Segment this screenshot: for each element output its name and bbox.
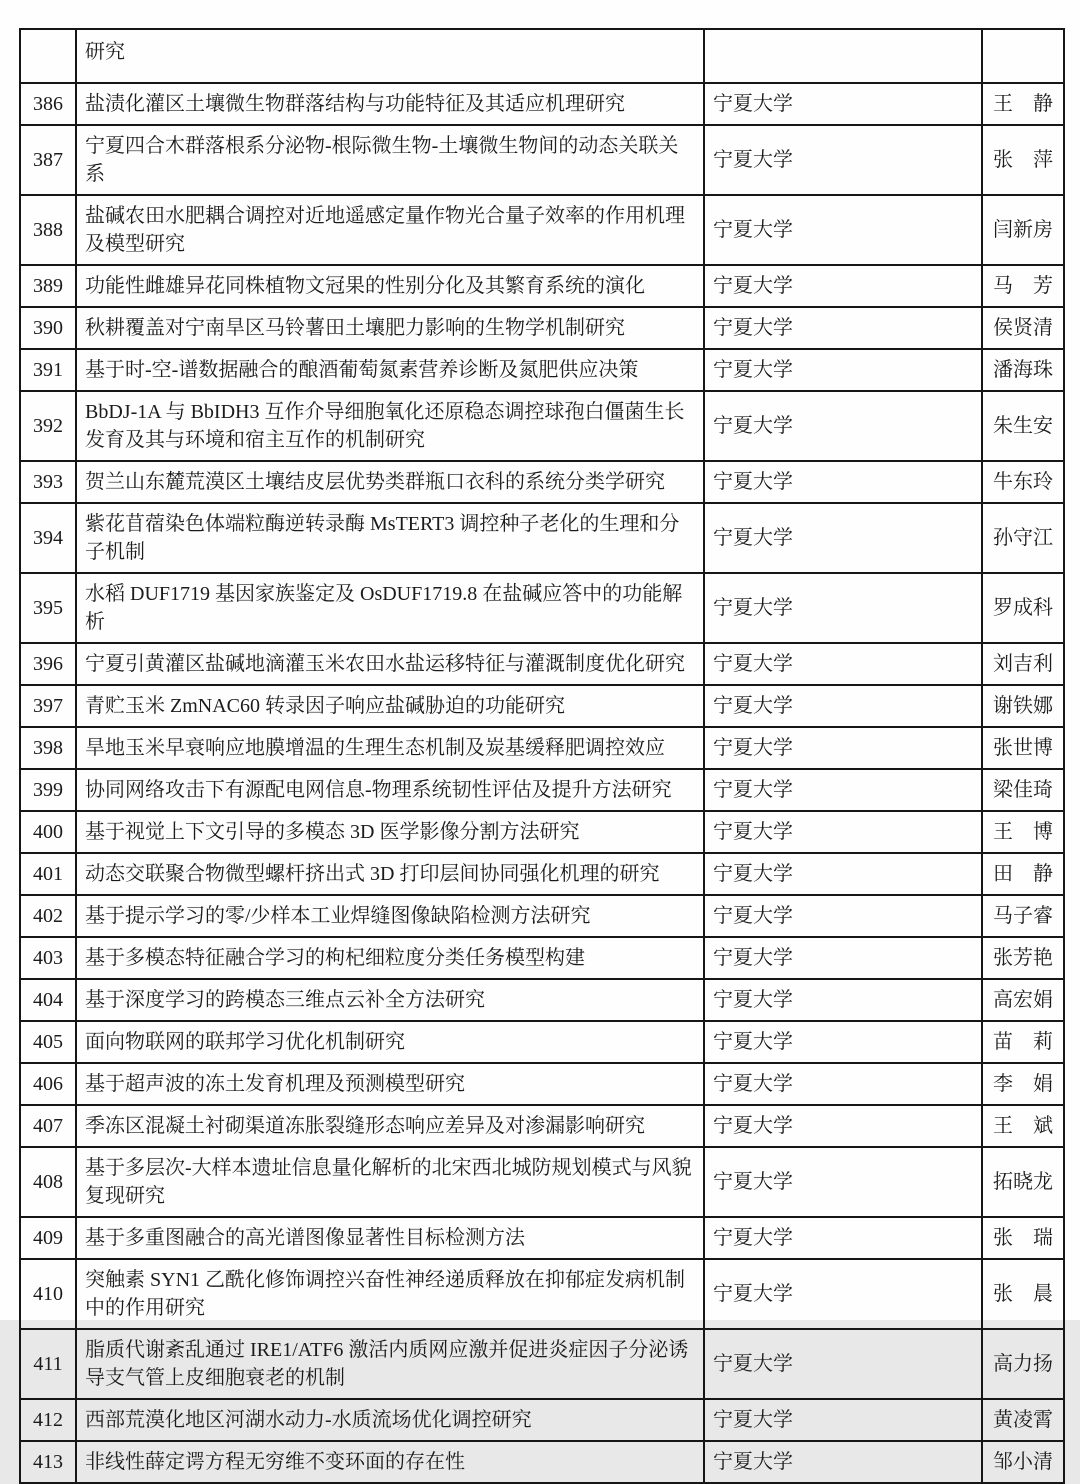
table-row (20, 83, 1064, 125)
institution-cell: 宁夏大学 (704, 937, 982, 979)
table-row (20, 461, 1064, 503)
leader-name-cell: 王 静 (982, 83, 1064, 125)
leader-name-cell: 高宏娟 (982, 979, 1064, 1021)
project-title-cell: 非线性薛定谔方程无穷维不变环面的存在性 (76, 1441, 704, 1483)
table-row (20, 125, 1064, 195)
row-number-cell: 404 (20, 979, 76, 1021)
institution-cell: 宁夏大学 (704, 769, 982, 811)
row-number-cell: 388 (20, 195, 76, 265)
leader-name-cell: 谢铁娜 (982, 685, 1064, 727)
projects-table (19, 28, 1065, 1484)
institution-cell: 宁夏大学 (704, 1399, 982, 1441)
leader-name-cell: 张 晨 (982, 1259, 1064, 1329)
leader-name-cell: 闫新房 (982, 195, 1064, 265)
table-row (20, 1021, 1064, 1063)
institution-cell (704, 29, 982, 83)
leader-name-cell: 张世博 (982, 727, 1064, 769)
row-number-cell: 408 (20, 1147, 76, 1217)
leader-name-cell: 张芳艳 (982, 937, 1064, 979)
institution-cell: 宁夏大学 (704, 349, 982, 391)
table-row (20, 307, 1064, 349)
leader-name-cell: 田 静 (982, 853, 1064, 895)
row-number-cell: 409 (20, 1217, 76, 1259)
institution-cell: 宁夏大学 (704, 1021, 982, 1063)
leader-name-cell: 马 芳 (982, 265, 1064, 307)
leader-name-cell (982, 29, 1064, 83)
leader-name-cell: 梁佳琦 (982, 769, 1064, 811)
institution-cell: 宁夏大学 (704, 265, 982, 307)
project-title-cell: BbDJ-1A 与 BbIDH3 互作介导细胞氧化还原稳态调控球孢白僵菌生长发育及其与环境和宿主互作的机制研究 (76, 391, 704, 461)
project-title-cell: 贺兰山东麓荒漠区土壤结皮层优势类群瓶口衣科的系统分类学研究 (76, 461, 704, 503)
table-row (20, 1217, 1064, 1259)
row-number-cell: 401 (20, 853, 76, 895)
row-number-cell: 398 (20, 727, 76, 769)
row-number-cell: 397 (20, 685, 76, 727)
leader-name-cell: 刘吉利 (982, 643, 1064, 685)
project-title-cell: 青贮玉米 ZmNAC60 转录因子响应盐碱胁迫的功能研究 (76, 685, 704, 727)
institution-cell: 宁夏大学 (704, 895, 982, 937)
table-row (20, 643, 1064, 685)
table-row (20, 853, 1064, 895)
leader-name-cell: 李 娟 (982, 1063, 1064, 1105)
institution-cell: 宁夏大学 (704, 643, 982, 685)
project-title-cell: 基于视觉上下文引导的多模态 3D 医学影像分割方法研究 (76, 811, 704, 853)
table-row (20, 1329, 1064, 1399)
row-number-cell: 395 (20, 573, 76, 643)
project-title-cell: 基于多模态特征融合学习的枸杞细粒度分类任务模型构建 (76, 937, 704, 979)
leader-name-cell: 黄凌霄 (982, 1399, 1064, 1441)
table-row (20, 391, 1064, 461)
institution-cell: 宁夏大学 (704, 853, 982, 895)
project-title-cell: 季冻区混凝土衬砌渠道冻胀裂缝形态响应差异及对渗漏影响研究 (76, 1105, 704, 1147)
institution-cell: 宁夏大学 (704, 685, 982, 727)
leader-name-cell: 王 博 (982, 811, 1064, 853)
institution-cell: 宁夏大学 (704, 727, 982, 769)
leader-name-cell: 苗 莉 (982, 1021, 1064, 1063)
table-row (20, 685, 1064, 727)
institution-cell: 宁夏大学 (704, 811, 982, 853)
row-number-cell: 390 (20, 307, 76, 349)
table-row (20, 937, 1064, 979)
leader-name-cell: 潘海珠 (982, 349, 1064, 391)
table-row (20, 349, 1064, 391)
project-title-cell: 盐碱农田水肥耦合调控对近地遥感定量作物光合量子效率的作用机理及模型研究 (76, 195, 704, 265)
project-title-cell: 秋耕覆盖对宁南旱区马铃薯田土壤肥力影响的生物学机制研究 (76, 307, 704, 349)
row-number-cell: 403 (20, 937, 76, 979)
leader-name-cell: 朱生安 (982, 391, 1064, 461)
row-number-cell: 391 (20, 349, 76, 391)
institution-cell: 宁夏大学 (704, 503, 982, 573)
table-row (20, 265, 1064, 307)
row-number-cell: 410 (20, 1259, 76, 1329)
project-title-cell: 宁夏引黄灌区盐碱地滴灌玉米农田水盐运移特征与灌溉制度优化研究 (76, 643, 704, 685)
row-number-cell: 396 (20, 643, 76, 685)
project-title-cell: 研究 (76, 29, 704, 83)
leader-name-cell: 拓晓龙 (982, 1147, 1064, 1217)
table-row (20, 503, 1064, 573)
table-row (20, 979, 1064, 1021)
leader-name-cell: 张 瑞 (982, 1217, 1064, 1259)
row-number-cell: 389 (20, 265, 76, 307)
institution-cell: 宁夏大学 (704, 461, 982, 503)
institution-cell: 宁夏大学 (704, 83, 982, 125)
row-number-cell: 400 (20, 811, 76, 853)
row-number-cell: 394 (20, 503, 76, 573)
institution-cell: 宁夏大学 (704, 1063, 982, 1105)
project-title-cell: 基于超声波的冻土发育机理及预测模型研究 (76, 1063, 704, 1105)
project-title-cell: 紫花苜蓿染色体端粒酶逆转录酶 MsTERT3 调控种子老化的生理和分子机制 (76, 503, 704, 573)
project-title-cell: 协同网络攻击下有源配电网信息-物理系统韧性评估及提升方法研究 (76, 769, 704, 811)
leader-name-cell: 张 萍 (982, 125, 1064, 195)
table-row (20, 1399, 1064, 1441)
row-number-cell: 402 (20, 895, 76, 937)
project-title-cell: 面向物联网的联邦学习优化机制研究 (76, 1021, 704, 1063)
project-title-cell: 功能性雌雄异花同株植物文冠果的性别分化及其繁育系统的演化 (76, 265, 704, 307)
institution-cell: 宁夏大学 (704, 1329, 982, 1399)
table-row (20, 769, 1064, 811)
row-number-cell: 387 (20, 125, 76, 195)
project-title-cell: 西部荒漠化地区河湖水动力-水质流场优化调控研究 (76, 1399, 704, 1441)
leader-name-cell: 牛东玲 (982, 461, 1064, 503)
leader-name-cell: 高力扬 (982, 1329, 1064, 1399)
projects-table-body (20, 29, 1064, 1483)
table-row (20, 29, 1064, 83)
institution-cell: 宁夏大学 (704, 1441, 982, 1483)
row-number-cell: 407 (20, 1105, 76, 1147)
table-row (20, 1063, 1064, 1105)
institution-cell: 宁夏大学 (704, 979, 982, 1021)
institution-cell: 宁夏大学 (704, 391, 982, 461)
project-title-cell: 基于时-空-谱数据融合的酿酒葡萄氮素营养诊断及氮肥供应决策 (76, 349, 704, 391)
table-row (20, 1105, 1064, 1147)
table-row (20, 573, 1064, 643)
table-row (20, 1441, 1064, 1483)
leader-name-cell: 孙守江 (982, 503, 1064, 573)
row-number-cell (20, 29, 76, 83)
institution-cell: 宁夏大学 (704, 195, 982, 265)
project-title-cell: 基于多层次-大样本遗址信息量化解析的北宋西北城防规划模式与风貌复现研究 (76, 1147, 704, 1217)
institution-cell: 宁夏大学 (704, 1105, 982, 1147)
leader-name-cell: 罗成科 (982, 573, 1064, 643)
institution-cell: 宁夏大学 (704, 125, 982, 195)
table-row (20, 195, 1064, 265)
row-number-cell: 393 (20, 461, 76, 503)
row-number-cell: 399 (20, 769, 76, 811)
project-title-cell: 动态交联聚合物微型螺杆挤出式 3D 打印层间协同强化机理的研究 (76, 853, 704, 895)
project-title-cell: 旱地玉米早衰响应地膜增温的生理生态机制及炭基缓释肥调控效应 (76, 727, 704, 769)
table-row (20, 1259, 1064, 1329)
project-title-cell: 盐渍化灌区土壤微生物群落结构与功能特征及其适应机理研究 (76, 83, 704, 125)
leader-name-cell: 马子睿 (982, 895, 1064, 937)
leader-name-cell: 侯贤清 (982, 307, 1064, 349)
institution-cell: 宁夏大学 (704, 573, 982, 643)
project-title-cell: 脂质代谢紊乱通过 IRE1/ATF6 激活内质网应激并促进炎症因子分泌诱导支气管上皮细胞衰老的机制 (76, 1329, 704, 1399)
project-title-cell: 宁夏四合木群落根系分泌物-根际微生物-土壤微生物间的动态关联关系 (76, 125, 704, 195)
institution-cell: 宁夏大学 (704, 1147, 982, 1217)
table-row (20, 727, 1064, 769)
institution-cell: 宁夏大学 (704, 307, 982, 349)
row-number-cell: 392 (20, 391, 76, 461)
project-title-cell: 水稻 DUF1719 基因家族鉴定及 OsDUF1719.8 在盐碱应答中的功能解析 (76, 573, 704, 643)
row-number-cell: 405 (20, 1021, 76, 1063)
row-number-cell: 406 (20, 1063, 76, 1105)
institution-cell: 宁夏大学 (704, 1217, 982, 1259)
project-title-cell: 突触素 SYN1 乙酰化修饰调控兴奋性神经递质释放在抑郁症发病机制中的作用研究 (76, 1259, 704, 1329)
project-title-cell: 基于多重图融合的高光谱图像显著性目标检测方法 (76, 1217, 704, 1259)
institution-cell: 宁夏大学 (704, 1259, 982, 1329)
table-row (20, 811, 1064, 853)
table-row (20, 895, 1064, 937)
project-title-cell: 基于深度学习的跨模态三维点云补全方法研究 (76, 979, 704, 1021)
table-row (20, 1147, 1064, 1217)
leader-name-cell: 邹小清 (982, 1441, 1064, 1483)
leader-name-cell: 王 斌 (982, 1105, 1064, 1147)
project-title-cell: 基于提示学习的零/少样本工业焊缝图像缺陷检测方法研究 (76, 895, 704, 937)
row-number-cell: 413 (20, 1441, 76, 1483)
row-number-cell: 411 (20, 1329, 76, 1399)
row-number-cell: 412 (20, 1399, 76, 1441)
row-number-cell: 386 (20, 83, 76, 125)
